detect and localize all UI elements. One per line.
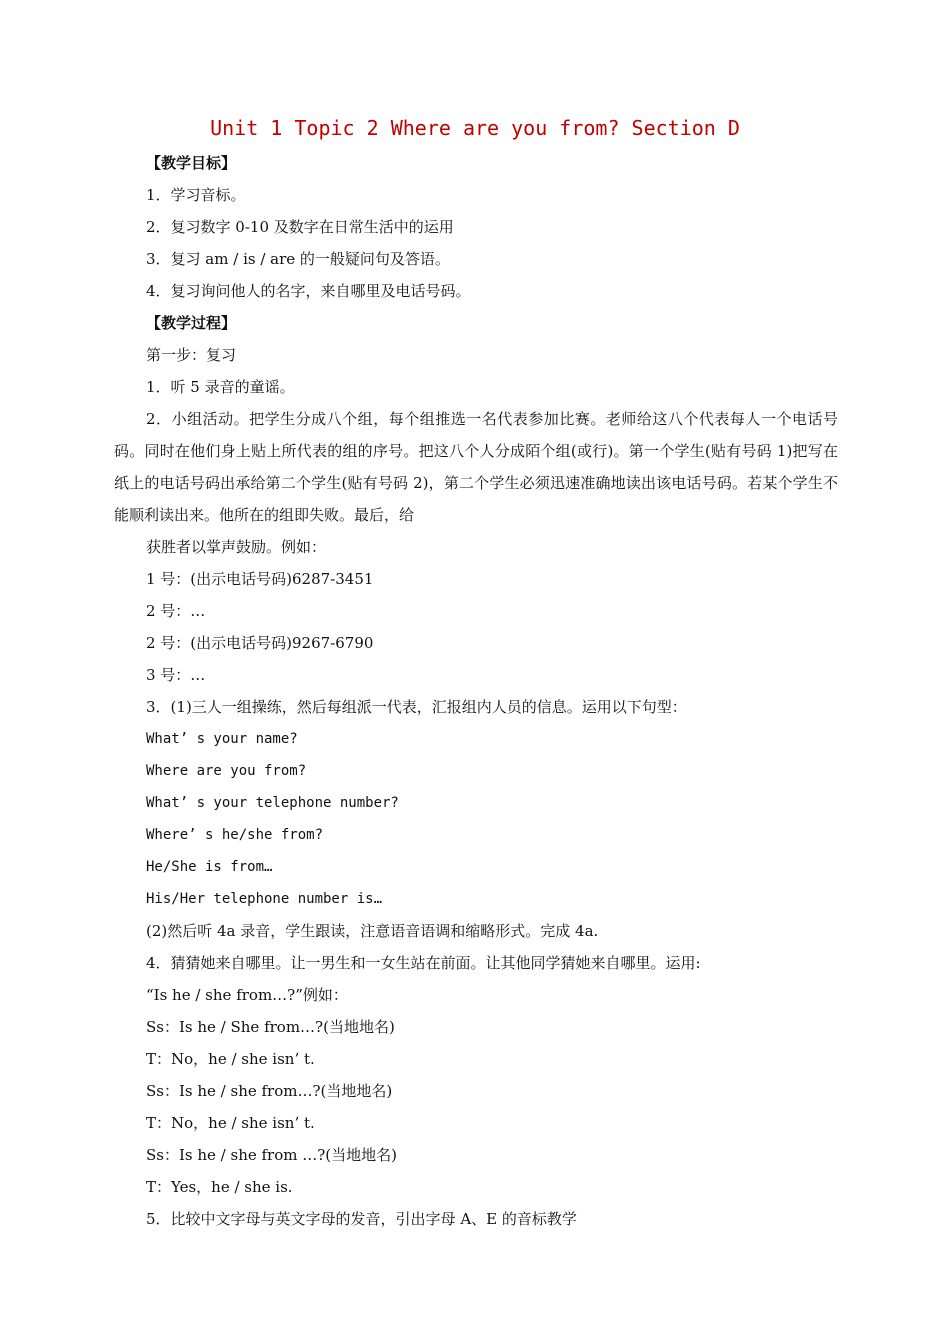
- pattern-line: He/She is from…: [146, 859, 273, 875]
- dialogue-line: T：No，he / she isn’ t.: [146, 1050, 315, 1068]
- example-line: 1 号：(出示电话号码)6287-3451: [146, 570, 374, 588]
- pattern-line: Where are you from?: [146, 763, 307, 779]
- goal-item: 4．复习询问他人的名字，来自哪里及电话号码。: [146, 282, 471, 300]
- document-title: Unit 1 Topic 2 Where are you from? Section D: [210, 116, 740, 140]
- process-item: 3．(1)三人一组操练，然后每组派一代表，汇报组内人员的信息。运用以下句型：: [146, 698, 687, 716]
- goal-item: 1．学习音标。: [146, 186, 246, 204]
- pattern-line: What’ s your telephone number?: [146, 795, 399, 811]
- goal-item: 2．复习数字 0-10 及数字在日常生活中的运用: [146, 218, 454, 236]
- process-item: 1．听 5 录音的童谣。: [146, 378, 295, 396]
- dialogue-line: Ss：Is he / she from…?(当地地名): [146, 1082, 393, 1100]
- process-heading: 【教学过程】: [146, 314, 237, 332]
- process-item: 5．比较中文字母与英文字母的发音，引出字母 A、E 的音标教学: [146, 1210, 577, 1228]
- dialogue-line: T：Yes，he / she is.: [146, 1178, 293, 1196]
- process-paragraph: 2．小组活动。把学生分成八个组，每个组推选一名代表参加比赛。老师给这八个代表每人一个电话号码。同时在他们身上贴上所代表的组的序号。把这八个人分成陌个组(或行)。第一个学生(贴有号码 1)把写在纸上的电话号码出承给第二个学生(贴有号码 2)，第二个学生必须迅速准确地读出该电话号码。若某个学生不能顺利读出来。他所在的组即失败。最后，给: [114, 410, 838, 524]
- goal-item: 3．复习 am / is / are 的一般疑问句及答语。: [146, 250, 450, 268]
- pattern-line: What’ s your name?: [146, 731, 298, 747]
- dialogue-line: T：No，he / she isn’ t.: [146, 1114, 315, 1132]
- process-item: 获胜者以掌声鼓励。例如：: [146, 538, 327, 556]
- example-line: 2 号：…: [146, 602, 206, 620]
- dialogue-line: Ss：Is he / she from …?(当地地名): [146, 1146, 397, 1164]
- document-body: [114, 147, 838, 1235]
- process-item: (2)然后听 4a 录音，学生跟读，注意语音语调和缩略形式。完成 4a.: [146, 922, 599, 940]
- example-line: 2 号：(出示电话号码)9267-6790: [146, 634, 374, 652]
- process-item: 4．猜猜她来自哪里。让一男生和一女生站在前面。让其他同学猜她来自哪里。运用:: [146, 954, 701, 972]
- pattern-line: His/Her telephone number is…: [146, 891, 383, 907]
- pattern-line: Where’ s he/she from?: [146, 827, 324, 843]
- example-line: 3 号：…: [146, 666, 206, 684]
- step-heading: 第一步：复习: [146, 346, 237, 364]
- goals-heading: 【教学目标】: [146, 154, 237, 172]
- quote-line: “Is he / she from…?”例如：: [146, 986, 348, 1004]
- dialogue-line: Ss：Is he / She from…?(当地地名): [146, 1018, 395, 1036]
